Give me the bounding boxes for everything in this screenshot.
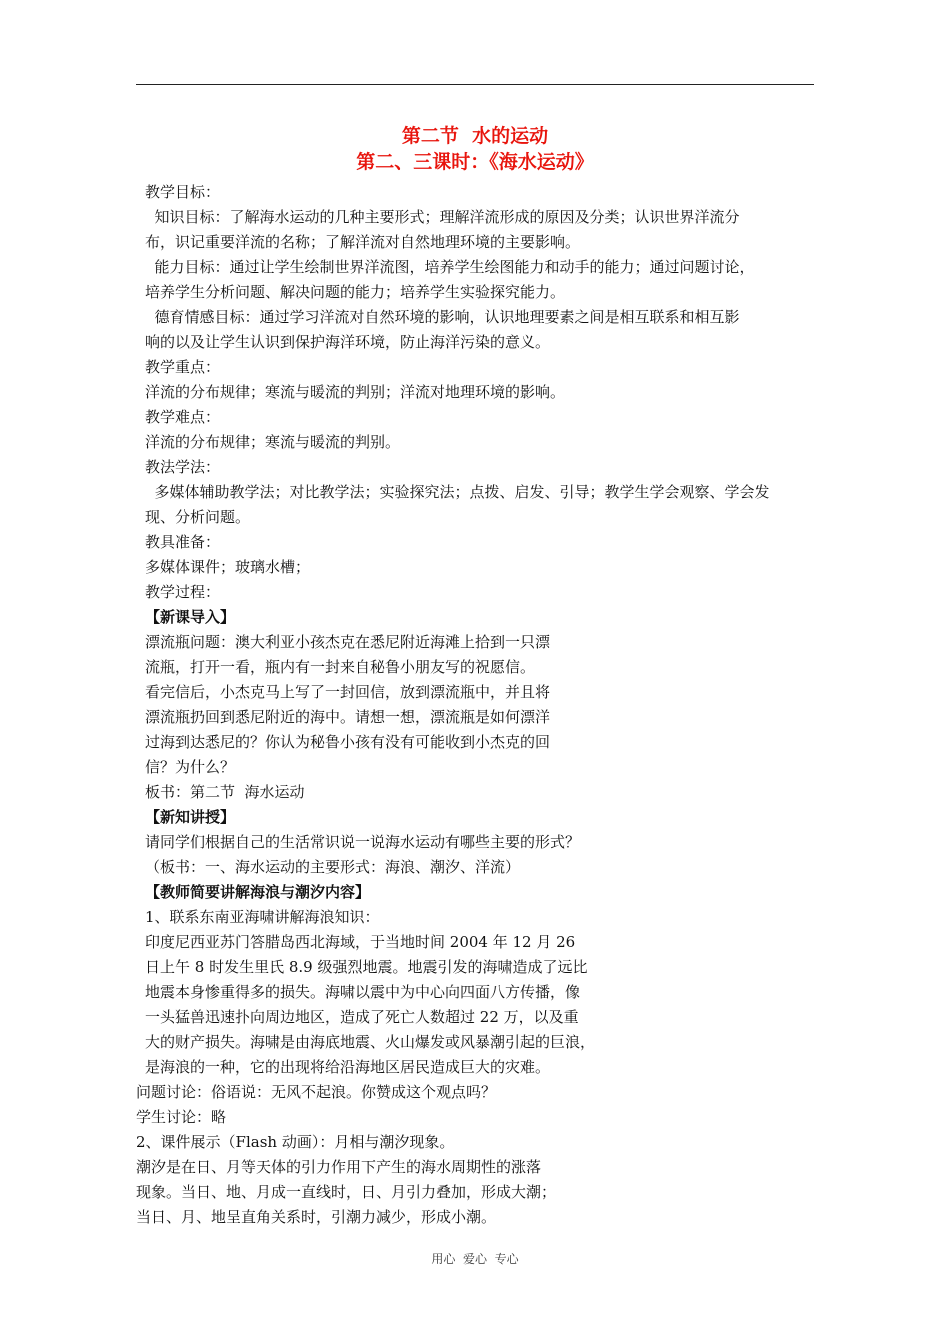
text-line: 流瓶，打开一看，瓶内有一封来自秘鲁小朋友写的祝愿信。 xyxy=(145,658,536,676)
header-rule xyxy=(136,84,814,85)
text-line: 教学重点： xyxy=(145,358,221,376)
text-line: 布，识记重要洋流的名称；了解洋流对自然地理环境的主要影响。 xyxy=(145,233,581,251)
text-line: 问题讨论：俗语说：无风不起浪。你赞成这个观点吗？ xyxy=(136,1083,497,1101)
text-line: 多媒体辅助教学法；对比教学法；实验探究法；点拨、启发、引导；教学生学会观察、学会发 xyxy=(145,483,770,501)
text-line: 潮汐是在日、月等天体的引力作用下产生的海水周期性的涨落 xyxy=(136,1158,542,1176)
text-line: 教具准备： xyxy=(145,533,221,551)
page-title: 第二节 水的运动 xyxy=(401,125,549,147)
text-line: 过海到达悉尼的？你认为秘鲁小孩有没有可能收到小杰克的回 xyxy=(145,733,551,751)
text-line: 漂流瓶问题：澳大利亚小孩杰克在悉尼附近海滩上拾到一只漂 xyxy=(145,633,551,651)
text-line: 现、分析问题。 xyxy=(145,508,251,526)
text-line: 一头猛兽迅速扑向周边地区，造成了死亡人数超过 22 万，以及重 xyxy=(145,1008,579,1026)
text-line: 能力目标：通过让学生绘制世界洋流图，培养学生绘图能力和动手的能力；通过问题讨论， xyxy=(145,258,755,276)
text-line: 【新知讲授】 xyxy=(145,808,236,826)
text-line: 学生讨论：略 xyxy=(136,1108,227,1126)
text-line: 教学目标： xyxy=(145,183,221,201)
text-line: 洋流的分布规律；寒流与暖流的判别；洋流对地理环境的影响。 xyxy=(145,383,566,401)
text-line: 【教师简要讲解海浪与潮汐内容】 xyxy=(145,883,371,901)
text-line: （板书：一、海水运动的主要形式：海浪、潮汐、洋流） xyxy=(145,858,521,876)
text-line: 【新课导入】 xyxy=(145,608,236,626)
text-line: 1、联系东南亚海啸讲解海浪知识： xyxy=(145,908,380,926)
text-line: 地震本身惨重得多的损失。海啸以震中为中心向四面八方传播，像 xyxy=(145,983,581,1001)
text-line: 印度尼西亚苏门答腊岛西北海域，于当地时间 2004 年 12 月 26 xyxy=(145,933,576,951)
text-line: 知识目标：了解海水运动的几种主要形式；理解洋流形成的原因及分类；认识世界洋流分 xyxy=(145,208,740,226)
text-line: 洋流的分布规律；寒流与暖流的判别。 xyxy=(145,433,401,451)
text-line: 多媒体课件；玻璃水槽； xyxy=(145,558,311,576)
text-line: 大的财产损失。海啸是由海底地震、火山爆发或风暴潮引起的巨浪， xyxy=(145,1033,596,1051)
text-line: 响的以及让学生认识到保护海洋环境，防止海洋污染的意义。 xyxy=(145,333,551,351)
text-line: 教法学法： xyxy=(145,458,221,476)
text-line: 2、课件展示（Flash 动画）：月相与潮汐现象。 xyxy=(136,1133,455,1151)
page-footer: 用心 爱心 专心 xyxy=(431,1252,519,1266)
text-line: 漂流瓶扔回到悉尼附近的海中。请想一想，漂流瓶是如何漂洋 xyxy=(145,708,551,726)
text-line: 教学过程： xyxy=(145,583,221,601)
text-line: 看完信后，小杰克马上写了一封回信，放到漂流瓶中，并且将 xyxy=(145,683,551,701)
text-line: 德育情感目标：通过学习洋流对自然环境的影响，认识地理要素之间是相互联系和相互影 xyxy=(145,308,740,326)
text-line: 当日、月、地呈直角关系时，引潮力减少，形成小潮。 xyxy=(136,1208,497,1226)
text-line: 请同学们根据自己的生活常识说一说海水运动有哪些主要的形式？ xyxy=(145,833,581,851)
text-line: 是海浪的一种，它的出现将给沿海地区居民造成巨大的灾难。 xyxy=(145,1058,551,1076)
text-line: 信？为什么？ xyxy=(145,758,236,776)
text-line: 日上午 8 时发生里氏 8.9 级强烈地震。地震引发的海啸造成了远比 xyxy=(145,958,588,976)
text-line: 教学难点： xyxy=(145,408,221,426)
page-subtitle: 第二、三课时：《海水运动》 xyxy=(356,151,594,173)
text-line: 培养学生分析问题、解决问题的能力；培养学生实验探究能力。 xyxy=(145,283,566,301)
text-line: 板书：第二节 海水运动 xyxy=(145,783,305,801)
text-line: 现象。当日、地、月成一直线时，日、月引力叠加，形成大潮； xyxy=(136,1183,557,1201)
